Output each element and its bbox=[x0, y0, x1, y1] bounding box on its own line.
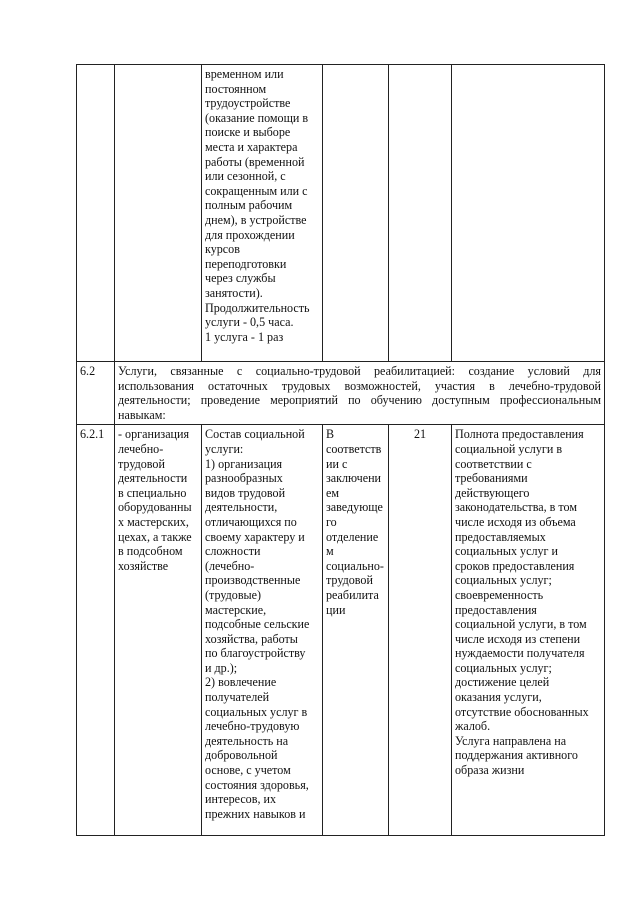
section-heading-text: Услуги, связанные с социально-трудовой реабилитацией: создание условий для использования остаточных трудовых возможностей, участия в лечебно-трудовой деятельности; проведение мероприятий по обучению доступным профессиональным навыкам: bbox=[115, 362, 605, 425]
cell-service-term bbox=[323, 65, 389, 362]
cell-service-name bbox=[115, 65, 202, 362]
table-row-section-heading bbox=[77, 362, 605, 425]
cell-service-rate: 21 bbox=[389, 425, 452, 836]
cell-quality-indicators bbox=[452, 65, 605, 362]
cell-service-content: временном или постоянном трудоустройстве (оказание помощи в поиске и выборе места и характера работы (временной или сезонной, с сокращенным или с полным рабочим днем), в устройстве для прохождении курсов переподготовки через службы занятости). Продолжительность услуги - 0,5 часа. 1 услуга - 1 раз bbox=[202, 65, 323, 362]
cell-service-name: - организация лечебно- трудовой деятельности в специально оборудованны х мастерских, цехах, а также в подсобном хозяйстве bbox=[115, 425, 202, 836]
cell-number bbox=[77, 65, 115, 362]
cell-number: 6.2.1 bbox=[77, 425, 115, 836]
table-row bbox=[77, 425, 605, 836]
cell-service-term: В соответств ии с заключени ем заведующе го отделение м социально- трудовой реабилита ции bbox=[323, 425, 389, 836]
cell-service-rate bbox=[389, 65, 452, 362]
services-table bbox=[76, 64, 605, 836]
cell-number: 6.2 bbox=[77, 362, 115, 425]
cell-service-content: Состав социальной услуги: 1) организация разнообразных видов трудовой деятельности, отличающихся по своему характеру и сложности (лечебно- производственные (трудовые) мастерские, подсобные сельские хозяйства, работы по благоустройству и др.); 2) вовлечение получателей социальных услуг в лечебно-трудовую деятельность на добровольной основе, с учетом состояния здоровья, интересов, их прежних навыков и bbox=[202, 425, 323, 836]
cell-quality-indicators: Полнота предоставления социальной услуги в соответствии с требованиями действующего законодательства, в том числе исходя из объема предоставляемых социальных услуг и сроков предоставления социальных услуг; своевременность предоставления социальной услуги, в том числе исходя из степени нуждаемости получателя социальных услуг; достижение целей оказания услуги, отсутствие обоснованных жалоб. Услуга направлена на поддержания активного образа жизни bbox=[452, 425, 605, 836]
table-row bbox=[77, 65, 605, 362]
